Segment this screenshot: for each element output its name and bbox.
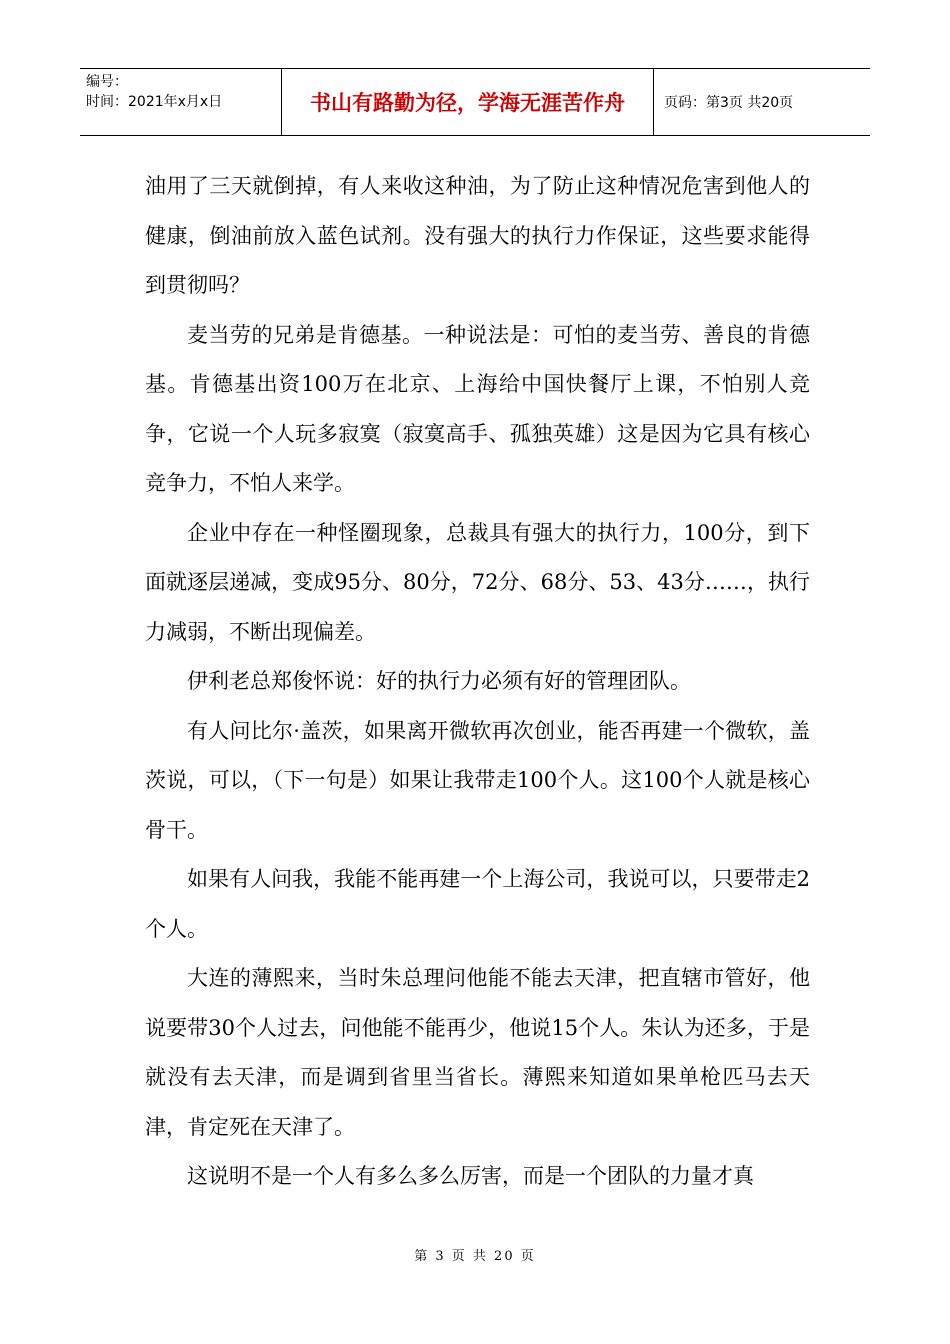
document-body [145,162,810,1202]
page-footer: 第 3 页 共 20 页 [414,1249,536,1264]
paragraph: 有人问比尔·盖茨，如果离开微软再次创业，能否再建一个微软，盖茨说，可以，（下一句是）如果让我带走100个人。这100个人就是核心骨干。 [145,718,810,842]
header-motto: 书山有路勤为径，学海无涯苦作舟 [282,69,654,135]
paragraph: 这说明不是一个人有多么多么厉害，而是一个团队的力量才真 [187,1164,754,1188]
page-header [80,68,870,136]
paragraph: 大连的薄熙来，当时朱总理问他能不能去天津，把直辖市管好，他说要带30个人过去，问他能不能再少，他说15个人。朱认为还多，于是就没有去天津，而是调到省里当省长。薄熙来知道如果单枪匹马去天津，肯定死在天津了。 [145,966,810,1139]
paragraph: 麦当劳的兄弟是肯德基。一种说法是：可怕的麦当劳、善良的肯德基。肯德基出资100万在北京、上海给中国快餐厅上课，不怕别人竞争，它说一个人玩多寂寞（寂寞高手、孤独英雄）这是因为它具有核心竞争力，不怕人来学。 [145,322,810,495]
document-number-label: 编号： [86,74,128,90]
document-date-label: 时间：2021年x月x日 [86,94,223,110]
paragraph: 如果有人问我，我能不能再建一个上海公司，我说可以，只要带走2个人。 [145,867,810,941]
paragraph: 油用了三天就倒掉，有人来收这种油，为了防止这种情况危害到他人的健康，倒油前放入蓝色试剂。没有强大的执行力作保证，这些要求能得到贯彻吗？ [145,174,810,297]
header-page-info: 页码：第3页 共20页 [664,95,794,111]
paragraph: 企业中存在一种怪圈现象，总裁具有强大的执行力，100分，到下面就逐层递减，变成95分、80分，72分、68分、53、43分……，执行力减弱，不断出现偏差。 [145,520,810,644]
paragraph: 伊利老总郑俊怀说：好的执行力必须有好的管理团队。 [187,669,691,693]
header-meta [80,69,282,135]
